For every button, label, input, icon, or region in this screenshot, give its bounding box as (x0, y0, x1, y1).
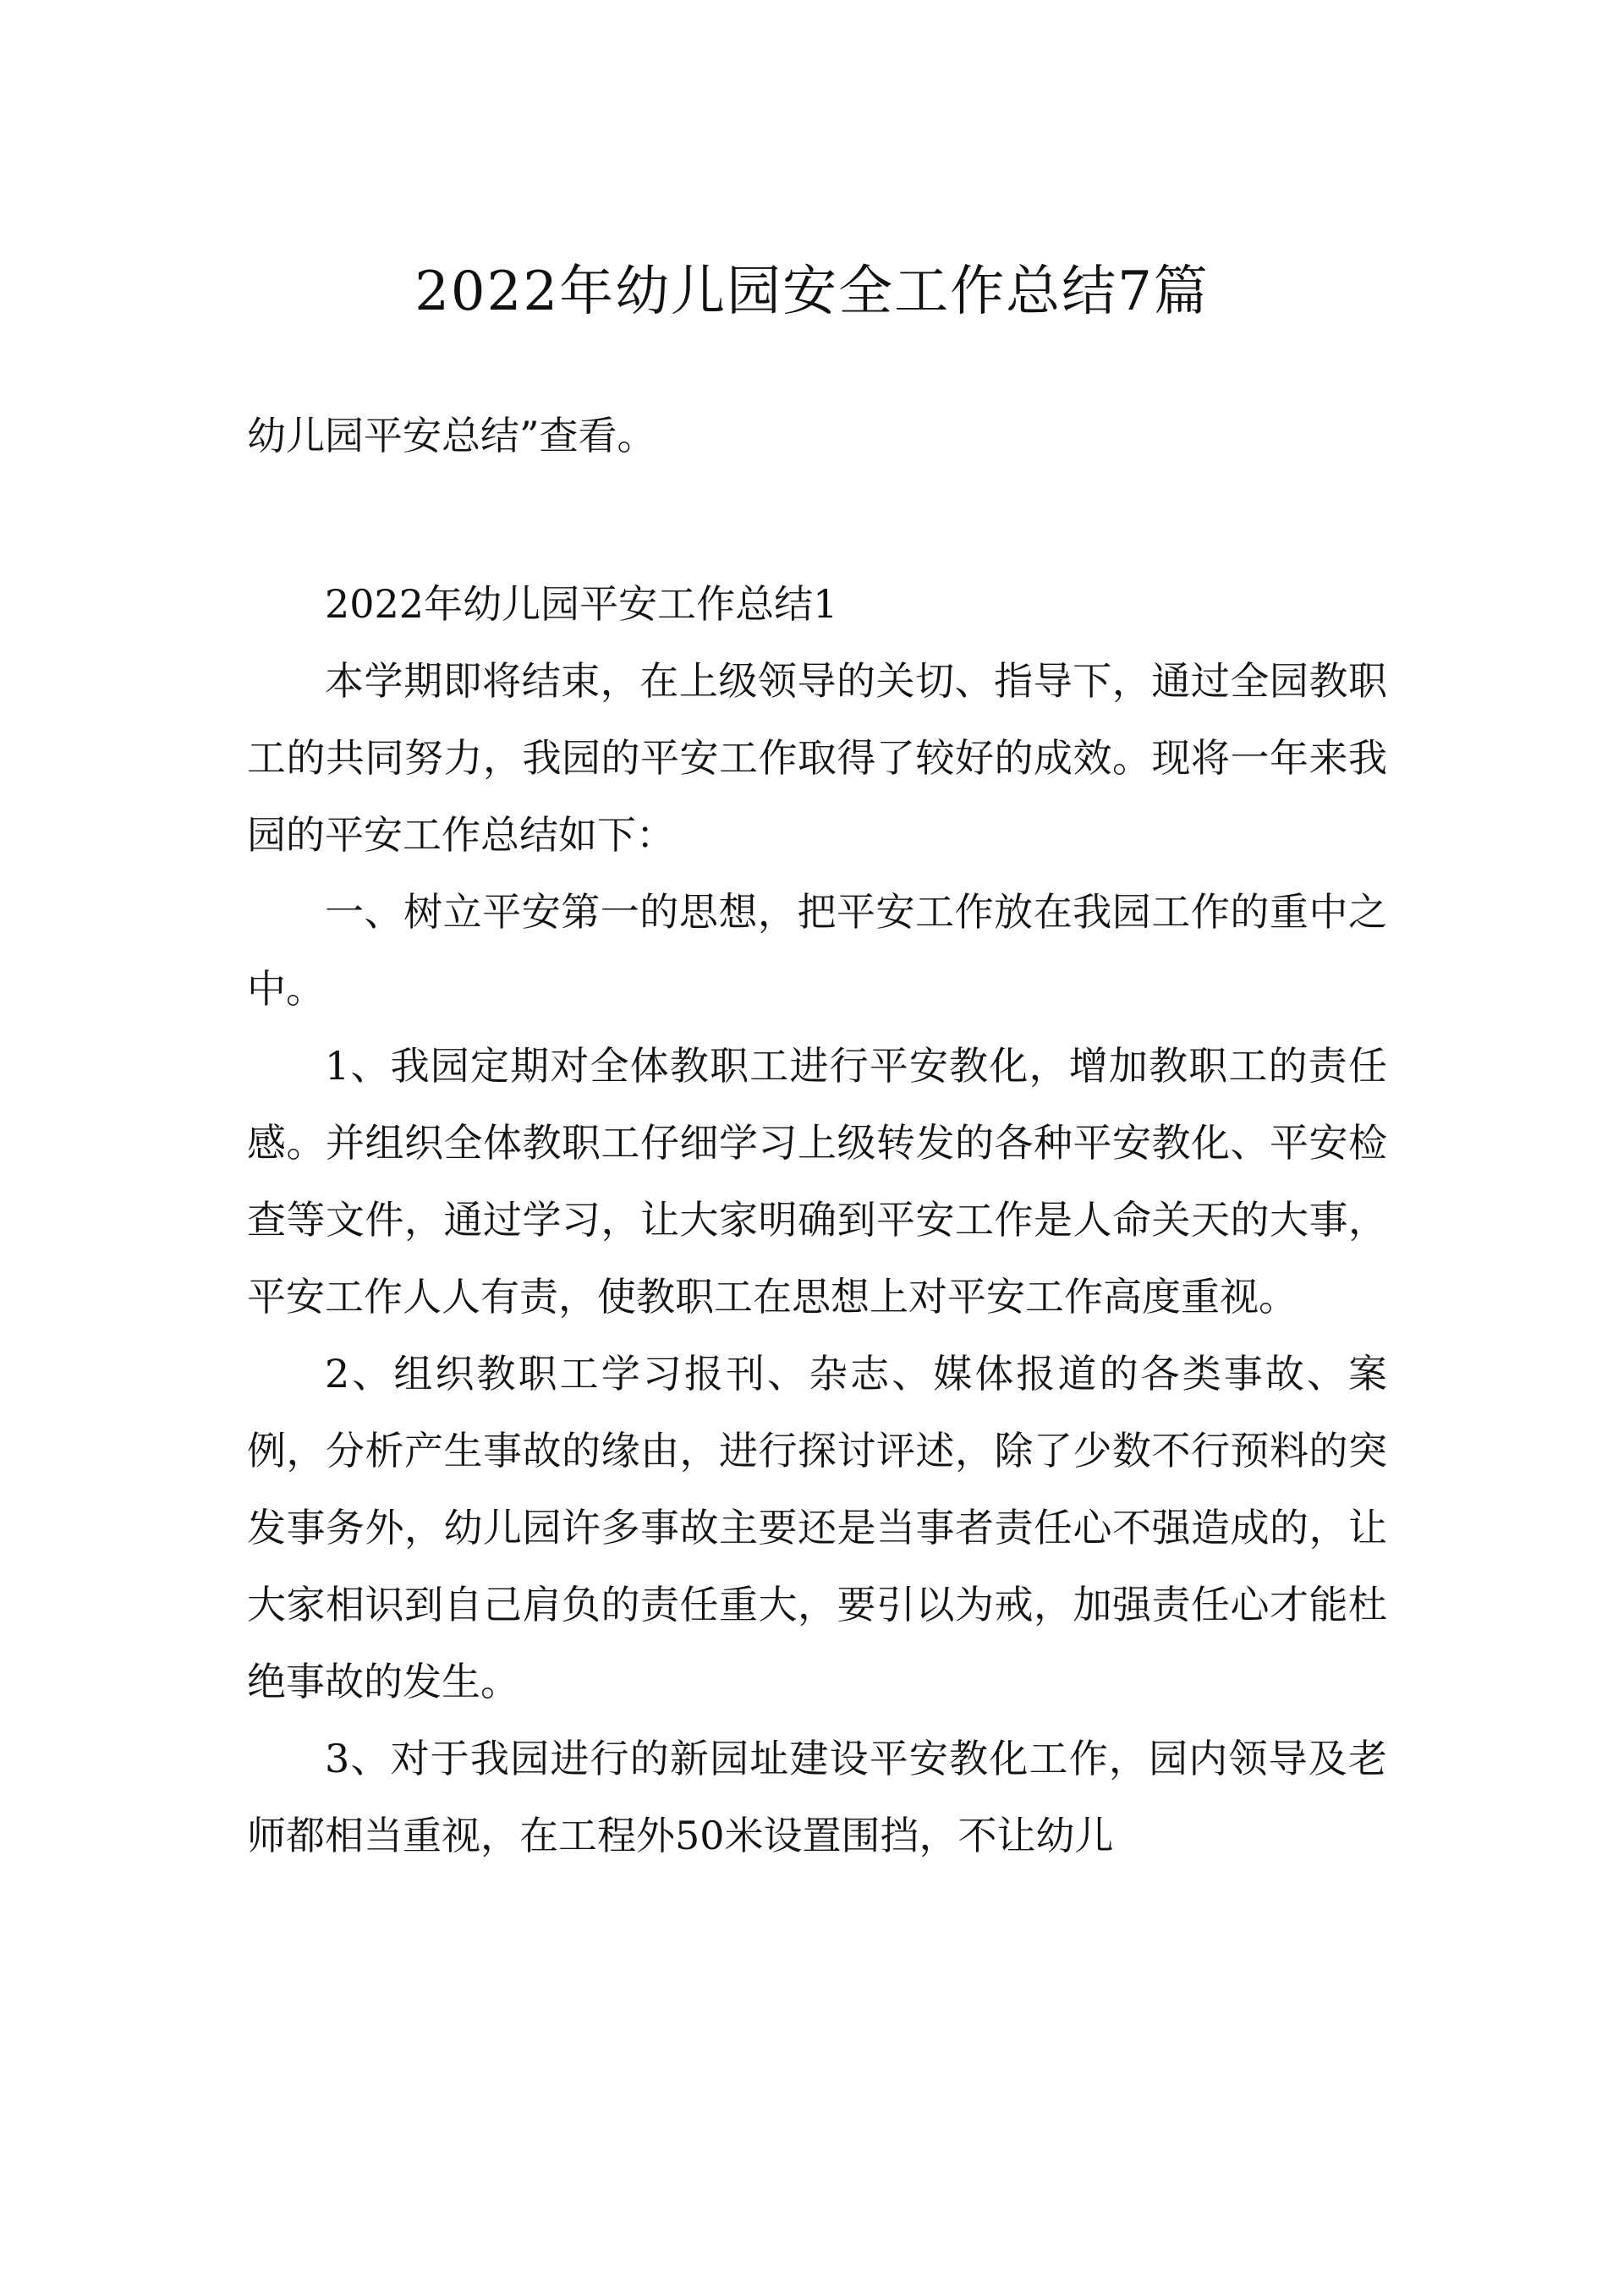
paragraph: 3、对于我园进行的新园址建设平安教化工作，园内领导及老师都相当重视，在工程外50米设置围挡，不让幼儿 (247, 1736, 1387, 1858)
section-heading: 2022年幼儿园平安工作总结1 (325, 581, 838, 627)
intro-line: 幼儿园平安总结”查看。 (247, 413, 656, 458)
document-title: 2022年幼儿园安全工作总结7篇 (414, 261, 1210, 323)
paragraph: 2、组织教职工学习报刊、杂志、媒体报道的各类事故、案例，分析产生事故的缘由，进行探讨评述，除了少数不行预料的突发事务外，幼儿园许多事故主要还是当事者责任心不强造成的，让大家相识到自己肩负的责任重大，要引以为戒，加强责任心才能杜绝事故的发生。 (247, 1351, 1387, 1704)
paragraph: 本学期即将结束，在上级领导的关切、指导下，通过全园教职工的共同努力，我园的平安工作取得了较好的成效。现将一年来我园的平安工作总结如下： (247, 658, 1387, 858)
paragraph: 一、树立平安第一的思想，把平安工作放在我园工作的重中之中。 (247, 889, 1387, 1012)
paragraph: 1、我园定期对全体教职工进行平安教化，增加教职工的责任感。并组织全体教职工仔细学习上级转发的各种平安教化、平安检查等文件，通过学习，让大家明确到平安工作是人命关天的大事，平安工作人人有责，使教职工在思想上对平安工作高度重视。 (247, 1043, 1387, 1320)
document-body (247, 398, 1387, 1874)
